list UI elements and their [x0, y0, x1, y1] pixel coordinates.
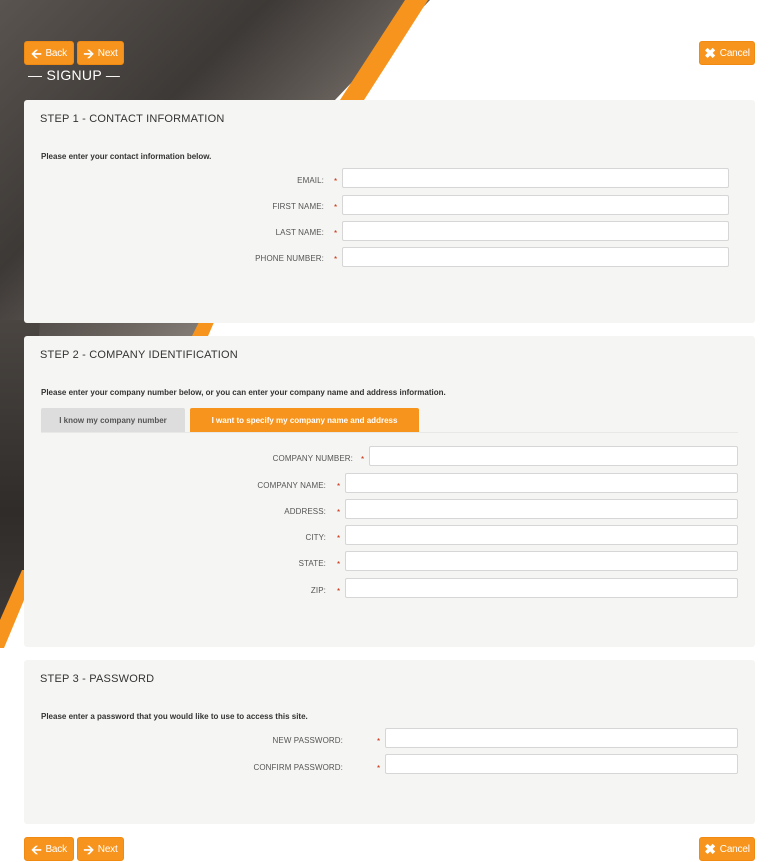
phone-number-label: PHONE NUMBER:	[255, 254, 324, 263]
cancel-button-label: Cancel	[719, 47, 750, 59]
email-label: EMAIL:	[297, 176, 324, 185]
required-marker: *	[337, 482, 341, 491]
close-icon: ✖	[704, 841, 716, 857]
company-name-label: COMPANY NAME:	[257, 481, 326, 490]
arrow-left-icon: 🡨	[31, 841, 42, 857]
confirm-password-field[interactable]	[385, 754, 738, 774]
required-marker: *	[334, 255, 338, 264]
page-title: — SIGNUP —	[28, 67, 121, 83]
arrow-right-icon: 🡪	[83, 45, 94, 61]
tab-company-name-address[interactable]: I want to specify my company name and address	[190, 408, 419, 432]
company-number-field[interactable]	[369, 446, 738, 466]
zip-label: ZIP:	[310, 586, 326, 595]
address-field[interactable]	[345, 499, 738, 519]
step2-panel	[24, 336, 755, 647]
cancel-button-top[interactable]	[699, 41, 755, 65]
company-number-label: COMPANY NUMBER:	[272, 454, 353, 463]
first-name-field[interactable]	[342, 195, 729, 215]
step1-title: STEP 1 - CONTACT INFORMATION	[40, 113, 225, 125]
required-marker: *	[377, 737, 381, 746]
back-button-top[interactable]	[24, 41, 74, 65]
city-label: CITY:	[305, 533, 326, 542]
address-label: ADDRESS:	[284, 507, 326, 516]
new-password-label: NEW PASSWORD:	[272, 736, 343, 745]
arrow-left-icon: 🡨	[31, 45, 42, 61]
next-button-label: Next	[97, 843, 118, 855]
cancel-button-label: Cancel	[719, 843, 750, 855]
tab-company-number[interactable]: I know my company number	[41, 408, 185, 432]
required-marker: *	[337, 534, 341, 543]
state-field[interactable]	[345, 551, 738, 571]
step1-panel	[24, 100, 755, 323]
confirm-password-label: CONFIRM PASSWORD:	[253, 763, 343, 772]
back-button-bottom[interactable]	[24, 837, 74, 861]
next-button-bottom[interactable]	[77, 837, 124, 861]
required-marker: *	[337, 560, 341, 569]
step3-description: Please enter a password that you would like to use to access this site.	[41, 712, 308, 721]
cancel-button-bottom[interactable]	[699, 837, 755, 861]
step3-title: STEP 3 - PASSWORD	[40, 673, 155, 685]
arrow-right-icon: 🡪	[83, 841, 94, 857]
state-label: STATE:	[298, 559, 326, 568]
close-icon: ✖	[704, 45, 716, 61]
new-password-field[interactable]	[385, 728, 738, 748]
next-button-label: Next	[97, 47, 118, 59]
back-button-label: Back	[45, 843, 67, 855]
step2-description: Please enter your company number below, or you can enter your company name and address information.	[41, 388, 446, 397]
required-marker: *	[361, 455, 365, 464]
zip-field[interactable]	[345, 578, 738, 598]
step1-description: Please enter your contact information below.	[41, 152, 212, 161]
email-field[interactable]	[342, 168, 729, 188]
required-marker: *	[337, 508, 341, 517]
required-marker: *	[334, 203, 338, 212]
next-button-top[interactable]	[77, 41, 124, 65]
tab-divider	[41, 432, 738, 433]
back-button-label: Back	[45, 47, 67, 59]
step2-title: STEP 2 - COMPANY IDENTIFICATION	[40, 349, 238, 361]
company-name-field[interactable]	[345, 473, 738, 493]
city-field[interactable]	[345, 525, 738, 545]
required-marker: *	[334, 177, 338, 186]
required-marker: *	[337, 587, 341, 596]
phone-number-field[interactable]	[342, 247, 729, 267]
first-name-label: FIRST NAME:	[272, 202, 324, 211]
required-marker: *	[377, 764, 381, 773]
last-name-field[interactable]	[342, 221, 729, 241]
required-marker: *	[334, 229, 338, 238]
step3-panel	[24, 660, 755, 824]
last-name-label: LAST NAME:	[275, 228, 324, 237]
